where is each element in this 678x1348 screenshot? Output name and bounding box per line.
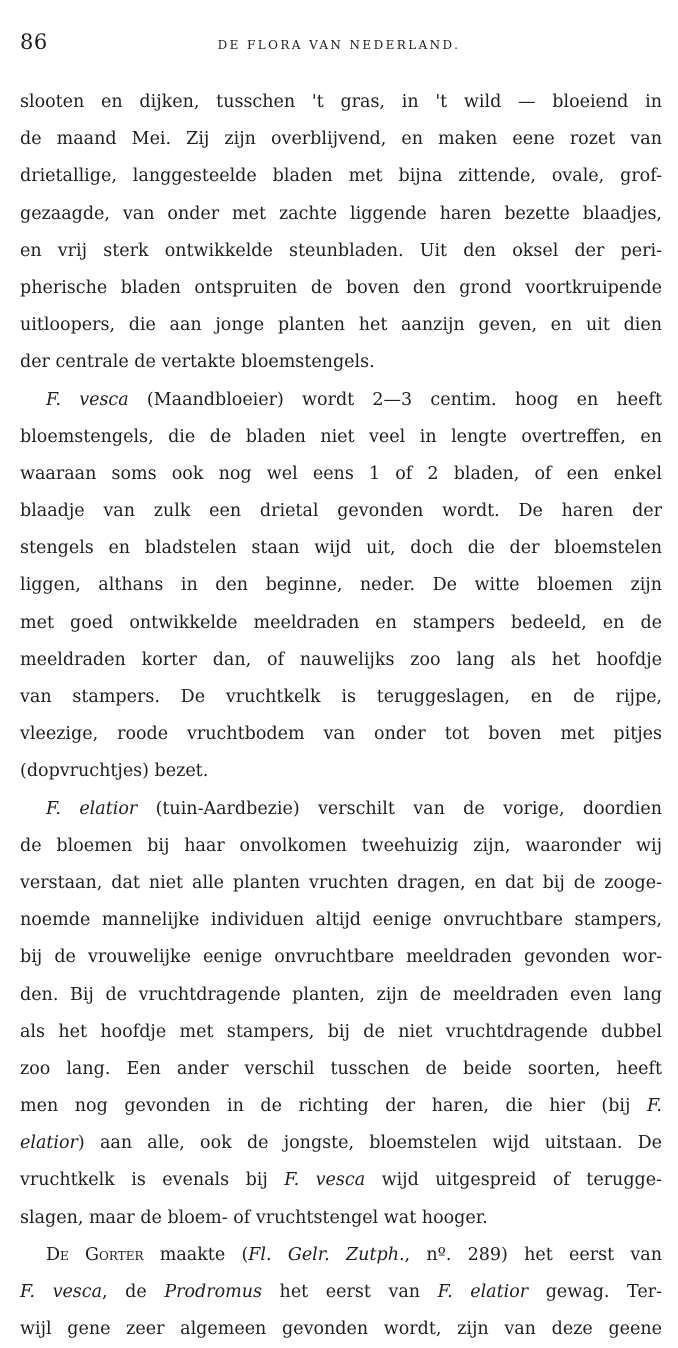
body-text — [20, 84, 662, 1348]
text-line: pherische bladen ontspruiten de boven den grond voortkruipende — [20, 277, 662, 298]
text-run: maakte ( — [143, 1244, 249, 1265]
text-line: meeldraden korter dan, of nauwelijks zoo lang als het hoofdje — [20, 649, 662, 670]
author-name: De Gorter — [46, 1244, 144, 1265]
text-line: uitloopers, die aan jonge planten het aanzijn geven, en uit dien — [20, 315, 662, 336]
text-run: gewag. Ter- — [528, 1282, 662, 1302]
text-line: drietallige, langgesteelde bladen met bijna zittende, ovale, grof- — [20, 166, 662, 187]
text-line: liggen, althans in den beginne, neder. De witte bloemen zijn — [20, 575, 662, 596]
text-run: het eerst van — [261, 1282, 438, 1302]
page-header — [18, 26, 660, 56]
text-line: met goed ontwikkelde meeldraden en stampers bedeeld, en de — [20, 612, 662, 633]
species-name: F. — [647, 1096, 662, 1117]
running-title: DE FLORA VAN NEDERLAND. — [217, 38, 461, 52]
text-line — [20, 1125, 662, 1162]
text-line: noemde mannelijke individuen altijd eenige onvruchtbare stampers, — [20, 910, 662, 931]
work-title: Fl. Gelr. Zutph. — [248, 1244, 405, 1265]
text-line: van stampers. De vruchtkelk is teruggeslagen, en de rijpe, — [20, 687, 662, 707]
text-line: de bloemen bij haar onvolkomen tweehuizig zijn, waaronder wij — [20, 835, 662, 856]
text-line: waaraan soms ook nog wel eens 1 of 2 bladen, of een enkel — [20, 463, 662, 484]
text-run: wijd uitgespreid of terugge- — [365, 1170, 662, 1191]
text-line: de maand Mei. Zij zijn overblijvend, en maken eene rozet van — [20, 129, 662, 150]
text-line: blaadje van zulk een drietal gevonden wordt. De haren der — [20, 501, 662, 522]
text-run: , nº. 289) het eerst van — [404, 1244, 662, 1265]
text-line — [20, 1274, 662, 1311]
text-line: bij de vrouwelijke eenige onvruchtbare meeldraden gevonden wor- — [20, 947, 662, 968]
text-line: verstaan, dat niet alle planten vruchten dragen, en dat bij de zooge- — [20, 872, 662, 893]
text-line — [20, 382, 662, 419]
text-line: slooten en dijken, tusschen 't gras, in 't wild — bloeiend in — [20, 92, 662, 112]
text-line: als het hoofdje met stampers, bij de niet vruchtdragende dubbel — [20, 1021, 662, 1042]
text-run: ) aan alle, ook de jongste, bloemstelen wijd uitstaan. De — [77, 1133, 662, 1154]
text-line — [20, 1162, 662, 1199]
work-title: Prodromus — [164, 1282, 262, 1302]
species-name: F. elatior — [437, 1282, 529, 1302]
text-line: der centrale de vertakte bloemstengels. — [20, 352, 375, 373]
species-name: elatior — [20, 1133, 78, 1154]
text-run: men nog gevonden in de richting der haren, die hier (bij — [20, 1096, 648, 1117]
text-run: (tuin-Aardbezie) verschilt van de vorige, doordien — [137, 798, 662, 819]
text-line: gezaagde, van onder met zachte liggende haren bezette blaadjes, — [20, 203, 662, 224]
text-line: bloemstengels, die de bladen niet veel in lengte overtreffen, en — [20, 426, 662, 447]
text-run: (Maandbloeier) wordt 2—3 centim. hoog en heeft — [128, 389, 662, 410]
text-line: (dopvruchtjes) bezet. — [20, 761, 209, 782]
page-number: 86 — [20, 30, 48, 54]
species-name: F. vesca — [20, 1282, 103, 1302]
text-line: stengels en bladstelen staan wijd uit, doch die der bloemstelen — [20, 538, 662, 559]
text-line: zoo lang. Een ander verschil tusschen de beide soorten, heeft — [20, 1058, 662, 1079]
text-line: vleezige, roode vruchtbodem van onder tot boven met pitjes — [20, 724, 662, 745]
text-line — [20, 1088, 662, 1125]
text-line: wijl gene zeer algemeen gevonden wordt, zijn van deze geene — [20, 1319, 662, 1340]
text-line: den. Bij de vruchtdragende planten, zijn de meeldraden even lang — [20, 984, 662, 1005]
species-name: F. vesca — [284, 1170, 366, 1191]
species-name: F. elatior — [46, 798, 138, 819]
text-line — [20, 1237, 662, 1274]
text-line: slagen, maar de bloem- of vruchtstengel wat hooger. — [20, 1207, 488, 1228]
species-name: F. vesca — [46, 389, 129, 410]
text-line — [20, 791, 662, 828]
text-line: en vrij sterk ontwikkelde steunbladen. Uit den oksel der peri- — [20, 240, 662, 261]
text-run: vruchtkelk is evenals bij — [20, 1170, 285, 1191]
text-run: , de — [102, 1282, 165, 1302]
